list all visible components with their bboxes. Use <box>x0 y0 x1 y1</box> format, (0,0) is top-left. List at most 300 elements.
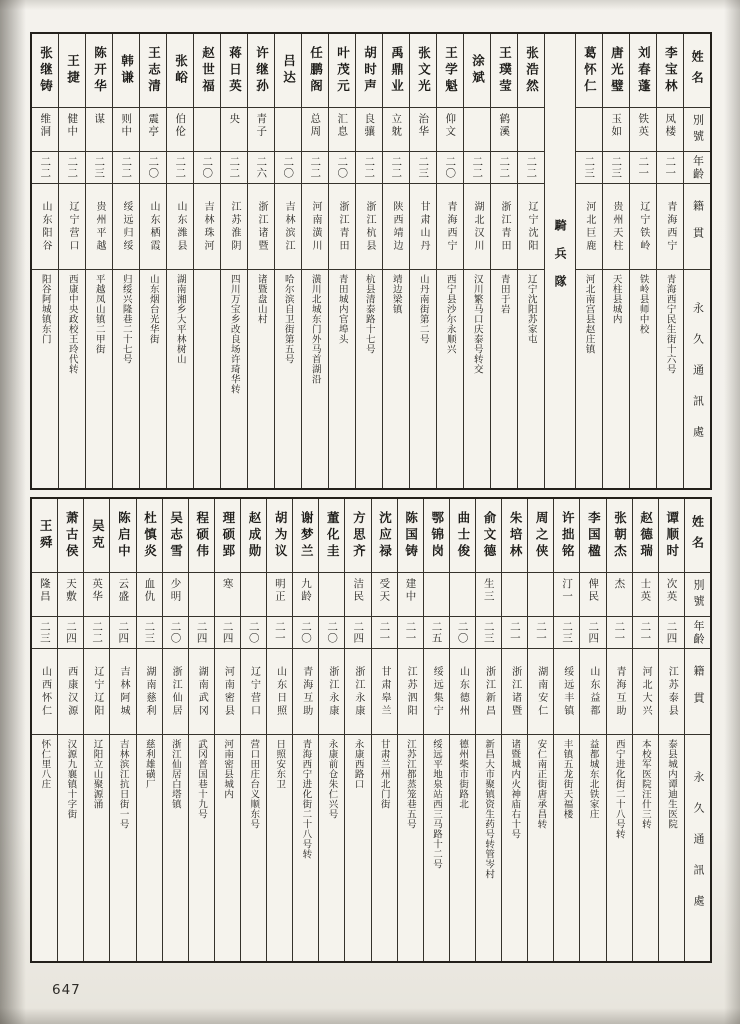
scan-shadow-bottom <box>0 1008 740 1024</box>
age-cell: 二四 <box>345 617 370 649</box>
native-cell: 山东潍县 <box>167 184 193 270</box>
alias-cell: 青子 <box>248 108 274 152</box>
alias-cell: 良骧 <box>356 108 382 152</box>
person-column <box>188 499 214 961</box>
person-column <box>162 499 188 961</box>
native-cell: 湖北汉川 <box>464 184 490 270</box>
name-cell: 王志清 <box>140 34 166 108</box>
age-cell: 二一 <box>398 617 423 649</box>
person-column <box>58 34 85 488</box>
name-cell: 葛怀仁 <box>576 34 602 108</box>
name-cell: 任鹏阁 <box>302 34 328 108</box>
native-cell: 绥远归绥 <box>113 184 139 270</box>
address-cell: 日照安东卫 <box>274 739 286 789</box>
age-cell: 二三 <box>576 152 602 184</box>
alias-cell <box>319 573 344 617</box>
age-cell: 二二 <box>84 617 109 649</box>
alias-cell: 云盛 <box>110 573 135 617</box>
native-cell: 浙江诸暨 <box>248 184 274 270</box>
name-cell: 刘春蓬 <box>630 34 656 108</box>
person-column <box>553 499 579 961</box>
address-cell: 本校军医院汪什三转 <box>639 739 651 829</box>
person-column <box>57 499 83 961</box>
person-column <box>344 499 370 961</box>
name-cell: 曲士俊 <box>450 499 475 573</box>
native-cell: 山东益都 <box>580 649 605 735</box>
alias-cell: 铁英 <box>630 108 656 152</box>
name-cell: 张文光 <box>410 34 436 108</box>
person-column <box>475 499 501 961</box>
native-cell: 湖南慈利 <box>137 649 162 735</box>
person-column <box>193 34 220 488</box>
alias-cell <box>275 108 301 152</box>
person-column <box>423 499 449 961</box>
age-cell: 二四 <box>659 617 684 649</box>
unit-label: 騎兵隊 <box>553 219 568 303</box>
name-cell: 陈国铸 <box>398 499 423 573</box>
person-column <box>328 34 355 488</box>
person-column <box>517 34 544 488</box>
address-cell: 西宁进化街二十八号转 <box>613 739 625 839</box>
address-cell: 青田城内官埠头 <box>336 274 348 344</box>
native-cell: 江苏泗阳 <box>398 649 423 735</box>
address-cell: 青田于岩 <box>498 274 510 314</box>
name-cell: 鄂锦岗 <box>424 499 449 573</box>
name-cell: 许继孙 <box>248 34 274 108</box>
address-cell: 丰镇五龙街天福楼 <box>561 739 573 819</box>
name-cell: 许拙铭 <box>554 499 579 573</box>
alias-cell: 立躭 <box>383 108 409 152</box>
age-cell: 二〇 <box>275 152 301 184</box>
person-column <box>136 499 162 961</box>
name-cell: 李国楹 <box>580 499 605 573</box>
age-cell: 二一 <box>372 617 397 649</box>
native-cell: 辽宁营口 <box>241 649 266 735</box>
header-native: 籍貫 <box>685 649 710 735</box>
native-cell: 吉林滨江 <box>275 184 301 270</box>
name-cell: 唐光璧 <box>603 34 629 108</box>
address-cell: 潢川北城东门外马首湖沿 <box>309 274 321 384</box>
name-cell: 沈应禄 <box>372 499 397 573</box>
person-column <box>606 499 632 961</box>
alias-cell: 健中 <box>59 108 85 152</box>
person-column <box>32 499 57 961</box>
name-cell: 王璞莹 <box>491 34 517 108</box>
header-name: 姓名 <box>685 499 710 573</box>
native-cell: 浙江青田 <box>329 184 355 270</box>
person-column <box>632 499 658 961</box>
address-cell: 哈尔滨自卫街第五号 <box>282 274 294 364</box>
alias-cell: 凤楼 <box>657 108 683 152</box>
person-column <box>629 34 656 488</box>
alias-cell: 总周 <box>302 108 328 152</box>
person-column <box>214 499 240 961</box>
address-cell: 安仁南正街唐承昌转 <box>535 739 547 829</box>
native-cell: 浙江永康 <box>345 649 370 735</box>
name-cell: 张继铸 <box>32 34 58 108</box>
address-cell: 甘肃兰州北门街 <box>378 739 390 809</box>
name-cell: 赵德瑞 <box>633 499 658 573</box>
header-native: 籍貫 <box>684 184 710 270</box>
address-cell: 武冈普国巷十九号 <box>195 739 207 819</box>
native-cell: 湖南安仁 <box>528 649 553 735</box>
name-cell: 赵世福 <box>194 34 220 108</box>
alias-cell: 受天 <box>372 573 397 617</box>
alias-cell <box>189 573 214 617</box>
address-cell: 杭县清泰路十七号 <box>363 274 375 354</box>
person-column <box>139 34 166 488</box>
age-cell: 二二 <box>167 152 193 184</box>
address-cell: 新昌大市聚镇资生药号转管岑村 <box>483 739 495 879</box>
name-cell: 理硕郢 <box>215 499 240 573</box>
age-cell: 二二 <box>221 152 247 184</box>
age-cell: 二〇 <box>293 617 318 649</box>
address-cell: 慈利雄磺厂 <box>143 739 155 789</box>
native-cell: 青海互助 <box>607 649 632 735</box>
address-cell: 营口田庄台义顺东号 <box>248 739 260 829</box>
address-cell: 河南密县城内 <box>222 739 234 799</box>
roster-table-bottom <box>30 497 712 963</box>
name-cell: 赵成勋 <box>241 499 266 573</box>
native-cell: 山西怀仁 <box>32 649 57 735</box>
address-cell: 泰县城内谭迪生医院 <box>665 739 677 829</box>
native-cell: 青海互助 <box>293 649 318 735</box>
address-cell: 汉川繁马口庆泰号转交 <box>471 274 483 374</box>
age-cell: 二二 <box>356 152 382 184</box>
address-cell: 铁岭县师中校 <box>637 274 649 334</box>
age-cell: 二〇 <box>194 152 220 184</box>
name-cell: 朱培林 <box>502 499 527 573</box>
age-cell: 二二 <box>383 152 409 184</box>
address-cell: 山丹南街第二号 <box>417 274 429 344</box>
alias-cell <box>528 573 553 617</box>
person-column <box>166 34 193 488</box>
name-cell: 张峪 <box>167 34 193 108</box>
person-column <box>301 34 328 488</box>
age-cell: 二四 <box>110 617 135 649</box>
header-age: 年齡 <box>684 152 710 184</box>
alias-cell: 天敷 <box>58 573 83 617</box>
person-column <box>247 34 274 488</box>
person-column <box>240 499 266 961</box>
name-cell: 吕达 <box>275 34 301 108</box>
header-alias: 別號 <box>684 108 710 152</box>
alias-cell <box>518 108 544 152</box>
address-cell: 江苏江都蒸笼巷五号 <box>404 739 416 829</box>
native-cell: 甘肃皋兰 <box>372 649 397 735</box>
native-cell: 浙江诸暨 <box>502 649 527 735</box>
name-cell: 胡时声 <box>356 34 382 108</box>
age-cell: 二三 <box>86 152 112 184</box>
name-cell: 涂斌 <box>464 34 490 108</box>
native-cell: 辽宁辽阳 <box>84 649 109 735</box>
name-cell: 萧古侯 <box>58 499 83 573</box>
scan-shadow-top <box>0 0 740 10</box>
header-address: 永久通訊處 <box>691 770 705 926</box>
header-name: 姓名 <box>684 34 710 108</box>
alias-cell: 英华 <box>84 573 109 617</box>
address-cell: 平越凤山镇二甲街 <box>93 274 105 354</box>
age-cell: 二三 <box>410 152 436 184</box>
native-cell: 辽宁营口 <box>59 184 85 270</box>
alias-cell: 震亭 <box>140 108 166 152</box>
person-column <box>579 499 605 961</box>
name-cell: 谢梦兰 <box>293 499 318 573</box>
alias-cell: 洁民 <box>345 573 370 617</box>
age-cell: 二一 <box>607 617 632 649</box>
person-column <box>292 499 318 961</box>
person-column <box>397 499 423 961</box>
native-cell: 河北巨鹿 <box>576 184 602 270</box>
native-cell: 浙江永康 <box>319 649 344 735</box>
native-cell: 辽宁铁岭 <box>630 184 656 270</box>
alias-cell: 次英 <box>659 573 684 617</box>
alias-cell: 治华 <box>410 108 436 152</box>
alias-cell: 建中 <box>398 573 423 617</box>
alias-cell: 玉如 <box>603 108 629 152</box>
person-column <box>658 499 684 961</box>
native-cell: 吉林阿城 <box>110 649 135 735</box>
name-cell: 方思齐 <box>345 499 370 573</box>
name-cell: 禹鼎业 <box>383 34 409 108</box>
age-cell: 二二 <box>491 152 517 184</box>
native-cell: 山东阳谷 <box>32 184 58 270</box>
name-cell: 王舜 <box>32 499 57 573</box>
person-column <box>382 34 409 488</box>
address-cell: 河北南宫县赵庄镇 <box>583 274 595 354</box>
age-cell: 二四 <box>189 617 214 649</box>
age-cell: 二三 <box>554 617 579 649</box>
person-column <box>436 34 463 488</box>
alias-cell: 汀一 <box>554 573 579 617</box>
address-cell: 四川万宝乡改良场许琦华转 <box>228 274 240 394</box>
age-cell: 二〇 <box>329 152 355 184</box>
name-cell: 蒋日英 <box>221 34 247 108</box>
address-cell: 西康中央政校王玲代转 <box>66 274 78 374</box>
native-cell: 江苏淮阴 <box>221 184 247 270</box>
person-column <box>490 34 517 488</box>
age-cell: 二三 <box>32 617 57 649</box>
age-cell: 二一 <box>267 617 292 649</box>
age-cell: 二二 <box>464 152 490 184</box>
age-cell: 二二 <box>113 152 139 184</box>
person-column <box>109 499 135 961</box>
age-cell: 二〇 <box>241 617 266 649</box>
native-cell: 吉林珠河 <box>194 184 220 270</box>
header-column <box>684 499 710 961</box>
age-cell: 二二 <box>302 152 328 184</box>
alias-cell: 明正 <box>267 573 292 617</box>
native-cell: 河南潢川 <box>302 184 328 270</box>
name-cell: 胡为议 <box>267 499 292 573</box>
person-column <box>32 34 58 488</box>
person-column <box>85 34 112 488</box>
address-cell: 浙江仙居白塔镇 <box>169 739 181 809</box>
person-column <box>355 34 382 488</box>
native-cell: 辽宁沈阳 <box>518 184 544 270</box>
unit-divider-column <box>544 34 575 488</box>
person-column <box>371 499 397 961</box>
address-cell: 辽阳立山聚源涌 <box>91 739 103 809</box>
native-cell: 山东日照 <box>267 649 292 735</box>
address-cell: 诸暨盘山村 <box>255 274 267 324</box>
native-cell: 青海西宁 <box>437 184 463 270</box>
alias-cell: 杰 <box>607 573 632 617</box>
native-cell: 浙江青田 <box>491 184 517 270</box>
age-cell: 二二 <box>59 152 85 184</box>
name-cell: 李宝林 <box>657 34 683 108</box>
address-cell: 益都城东北铁家庄 <box>587 739 599 819</box>
age-cell: 二〇 <box>140 152 166 184</box>
alias-cell: 则中 <box>113 108 139 152</box>
age-cell: 二一 <box>630 152 656 184</box>
address-cell: 归绥兴隆巷二十七号 <box>120 274 132 364</box>
header-alias: 別號 <box>685 573 710 617</box>
native-cell: 湖南武冈 <box>189 649 214 735</box>
native-cell: 浙江杭县 <box>356 184 382 270</box>
age-cell: 二〇 <box>437 152 463 184</box>
alias-cell: 伯伦 <box>167 108 193 152</box>
name-cell: 王学魁 <box>437 34 463 108</box>
native-cell: 山东栖霞 <box>140 184 166 270</box>
age-cell: 二二 <box>518 152 544 184</box>
native-cell: 陕西靖边 <box>383 184 409 270</box>
address-cell: 湖南湘乡大平林树山 <box>174 274 186 364</box>
header-column <box>683 34 710 488</box>
name-cell: 程硕伟 <box>189 499 214 573</box>
address-cell: 青海西宁民生街十六号 <box>664 274 676 374</box>
alias-cell: 俾民 <box>580 573 605 617</box>
person-column <box>575 34 602 488</box>
native-cell: 浙江仙居 <box>163 649 188 735</box>
native-cell: 河南密县 <box>215 649 240 735</box>
alias-cell: 少明 <box>163 573 188 617</box>
address-cell: 靖边梁镇 <box>390 274 402 314</box>
age-cell: 二五 <box>424 617 449 649</box>
native-cell: 贵州天柱 <box>603 184 629 270</box>
address-cell: 诸暨城内火神庙右十号 <box>509 739 521 839</box>
name-cell: 吴志雪 <box>163 499 188 573</box>
alias-cell <box>241 573 266 617</box>
name-cell: 张朝杰 <box>607 499 632 573</box>
alias-cell <box>424 573 449 617</box>
native-cell: 江苏泰县 <box>659 649 684 735</box>
name-cell: 谭顺时 <box>659 499 684 573</box>
name-cell: 吴克 <box>84 499 109 573</box>
address-cell: 天柱县城内 <box>610 274 622 324</box>
roster-table-top <box>30 32 712 490</box>
age-cell: 二三 <box>603 152 629 184</box>
header-address: 永久通訊處 <box>691 301 705 457</box>
person-column <box>501 499 527 961</box>
person-column <box>274 34 301 488</box>
alias-cell: 九龄 <box>293 573 318 617</box>
age-cell: 二三 <box>476 617 501 649</box>
name-cell: 韩谦 <box>113 34 139 108</box>
address-cell: 山东烟台光华街 <box>147 274 159 344</box>
person-column <box>266 499 292 961</box>
alias-cell <box>576 108 602 152</box>
address-cell: 阳谷阿城镇东门 <box>39 274 51 344</box>
name-cell: 周之侠 <box>528 499 553 573</box>
person-column <box>318 499 344 961</box>
person-column <box>527 499 553 961</box>
person-column <box>112 34 139 488</box>
age-cell: 二〇 <box>163 617 188 649</box>
name-cell: 俞文德 <box>476 499 501 573</box>
age-cell: 二四 <box>58 617 83 649</box>
native-cell: 贵州平越 <box>86 184 112 270</box>
native-cell: 西康汉源 <box>58 649 83 735</box>
person-column <box>220 34 247 488</box>
age-cell: 二一 <box>502 617 527 649</box>
native-cell: 青海西宁 <box>657 184 683 270</box>
address-cell: 德州柴市街路北 <box>457 739 469 809</box>
alias-cell <box>450 573 475 617</box>
native-cell: 绥远丰镇 <box>554 649 579 735</box>
header-age: 年齡 <box>685 617 710 649</box>
age-cell: 二四 <box>580 617 605 649</box>
alias-cell: 汇息 <box>329 108 355 152</box>
age-cell: 二〇 <box>450 617 475 649</box>
address-cell: 怀仁里八庄 <box>39 739 51 789</box>
person-column <box>602 34 629 488</box>
age-cell: 二三 <box>137 617 162 649</box>
alias-cell: 鹤溪 <box>491 108 517 152</box>
alias-cell: 士英 <box>633 573 658 617</box>
scan-shadow-left <box>0 0 26 1024</box>
alias-cell: 维洞 <box>32 108 58 152</box>
age-cell: 二一 <box>633 617 658 649</box>
address-cell: 永康前仓朱仁兴号 <box>326 739 338 819</box>
address-cell: 辽宁沈阳苏家屯 <box>525 274 537 344</box>
address-cell: 青海西宁进化街二十八号转 <box>300 739 312 859</box>
person-column <box>409 34 436 488</box>
name-cell: 陈开华 <box>86 34 112 108</box>
native-cell: 绥远集宁 <box>424 649 449 735</box>
scan-shadow-right <box>724 0 740 1024</box>
alias-cell: 血仇 <box>137 573 162 617</box>
address-cell: 吉林滨江抗日街一号 <box>117 739 129 829</box>
address-cell: 绥远平地泉站西三马路十二号 <box>430 739 442 869</box>
person-column <box>83 499 109 961</box>
native-cell: 山东德州 <box>450 649 475 735</box>
alias-cell <box>464 108 490 152</box>
alias-cell: 隆昌 <box>32 573 57 617</box>
age-cell: 二一 <box>528 617 553 649</box>
alias-cell: 生三 <box>476 573 501 617</box>
name-cell: 董化圭 <box>319 499 344 573</box>
address-cell: 西宁县沙尔永顺兴 <box>444 274 456 354</box>
address-cell: 汉源九襄镇十字街 <box>65 739 77 819</box>
native-cell: 河北大兴 <box>633 649 658 735</box>
name-cell: 陈启中 <box>110 499 135 573</box>
alias-cell: 谋 <box>86 108 112 152</box>
alias-cell: 寒 <box>215 573 240 617</box>
age-cell: 二一 <box>657 152 683 184</box>
name-cell: 叶茂元 <box>329 34 355 108</box>
address-cell <box>194 270 220 488</box>
name-cell: 王捷 <box>59 34 85 108</box>
age-cell: 二二 <box>32 152 58 184</box>
person-column <box>463 34 490 488</box>
page-number: 647 <box>52 982 81 998</box>
alias-cell <box>194 108 220 152</box>
alias-cell: 央 <box>221 108 247 152</box>
age-cell: 二〇 <box>319 617 344 649</box>
address-cell: 永康西路口 <box>352 739 364 789</box>
alias-cell <box>502 573 527 617</box>
